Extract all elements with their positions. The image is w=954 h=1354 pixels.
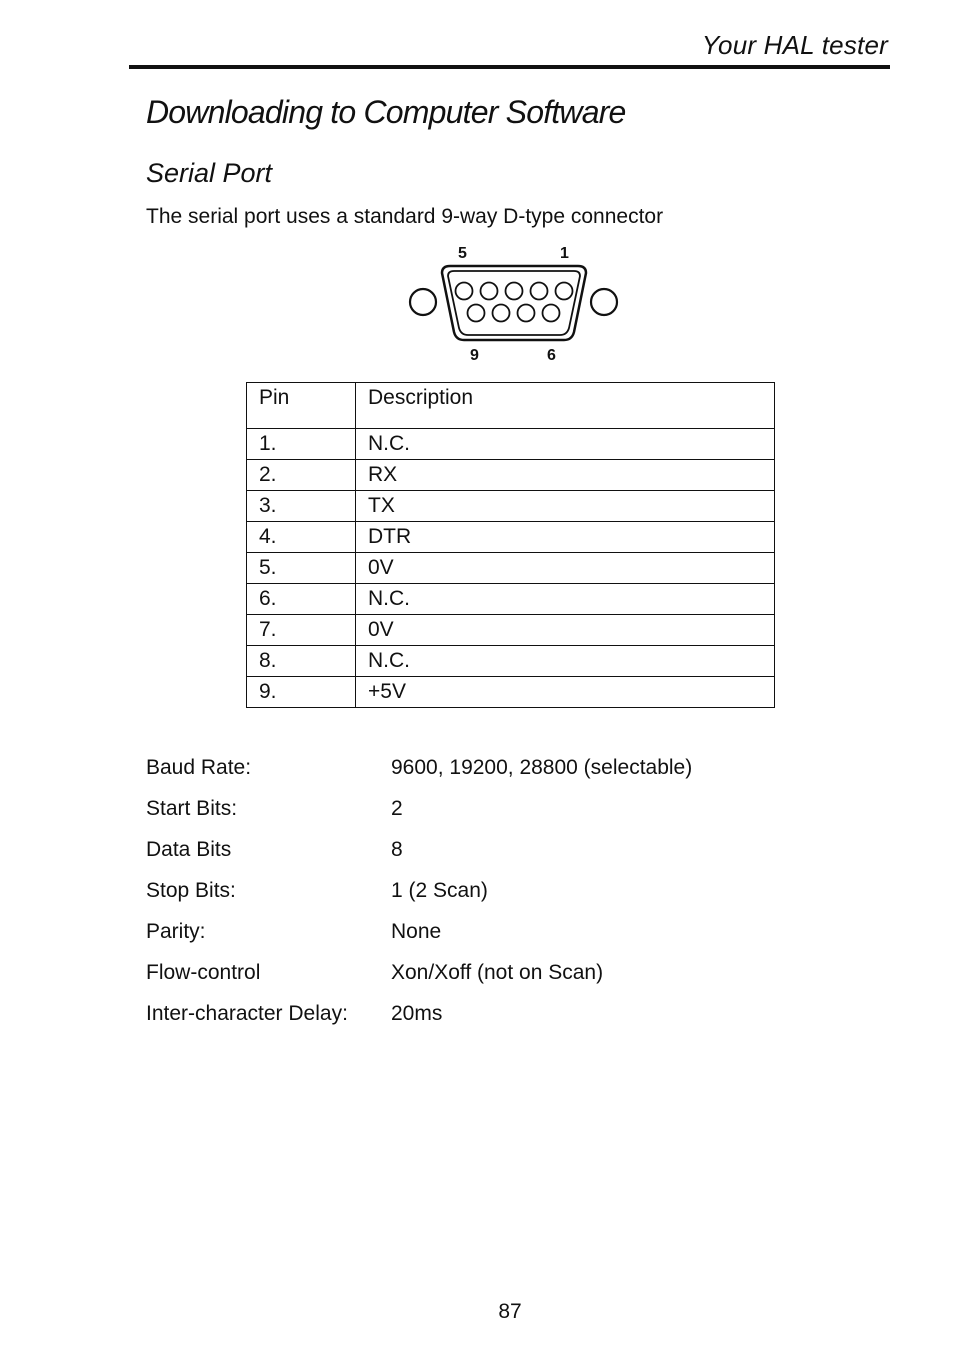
- header-rule: [129, 65, 890, 69]
- pin-description: 0V: [356, 615, 775, 646]
- setting-row-inter-character-delay: [146, 1000, 692, 1041]
- pin-holes: [456, 283, 573, 322]
- page-number: 87: [498, 1300, 522, 1323]
- page-title: Downloading to Computer Software: [146, 94, 626, 130]
- connector-shell-inner: [448, 271, 580, 335]
- setting-value: None: [391, 920, 442, 943]
- setting-label: Start Bits:: [146, 797, 238, 820]
- setting-label: Baud Rate:: [146, 756, 252, 779]
- pin-description: RX: [356, 460, 775, 491]
- table-row: [247, 460, 775, 491]
- pin-number: 3.: [247, 491, 356, 522]
- pin-number: 5.: [247, 553, 356, 584]
- setting-row-data-bits: [146, 836, 692, 877]
- pin-description: N.C.: [356, 584, 775, 615]
- setting-row-parity: [146, 918, 692, 959]
- table-row: [247, 429, 775, 460]
- setting-label: Data Bits: [146, 838, 232, 861]
- section-title: Serial Port: [146, 158, 273, 188]
- pin-label-5: 5: [458, 245, 467, 262]
- setting-value: Xon/Xoff (not on Scan): [391, 961, 604, 984]
- setting-value: 2: [391, 797, 403, 820]
- pin-description: 0V: [356, 553, 775, 584]
- pin-description: TX: [356, 491, 775, 522]
- pin-number: 4.: [247, 522, 356, 553]
- pin-label-9: 9: [470, 347, 479, 364]
- pin-number: 8.: [247, 646, 356, 677]
- pin-description: +5V: [356, 677, 775, 708]
- setting-value: 9600, 19200, 28800 (selectable): [391, 756, 693, 779]
- pin-assignment-table: [246, 382, 775, 708]
- setting-label: Flow-control: [146, 961, 261, 984]
- setting-row-stop-bits: [146, 877, 692, 918]
- table-row: [247, 646, 775, 677]
- table-row: [247, 584, 775, 615]
- table-row: [247, 491, 775, 522]
- setting-row-flow-control: [146, 959, 692, 1000]
- pin-label-6: 6: [547, 347, 556, 364]
- table-row: [247, 553, 775, 584]
- table-row: [247, 522, 775, 553]
- setting-label: Inter-character Delay:: [146, 1002, 348, 1025]
- pin-description: N.C.: [356, 646, 775, 677]
- table-row: [247, 677, 775, 708]
- table-header-row: [247, 383, 775, 429]
- pin-label-1: 1: [560, 245, 569, 262]
- setting-value: 8: [391, 838, 403, 861]
- setting-row-baud-rate: [146, 754, 692, 795]
- setting-row-start-bits: [146, 795, 692, 836]
- setting-value: 1 (2 Scan): [391, 879, 488, 902]
- pin-number: 7.: [247, 615, 356, 646]
- column-header-pin: Pin: [247, 383, 356, 429]
- setting-label: Parity:: [146, 920, 206, 943]
- table-row: [247, 615, 775, 646]
- pin-description: N.C.: [356, 429, 775, 460]
- pin-number: 1.: [247, 429, 356, 460]
- mounting-hole-right: [591, 289, 617, 315]
- intro-text: The serial port uses a standard 9-way D-type connector: [146, 205, 664, 228]
- serial-settings-list: [146, 754, 692, 1041]
- pin-number: 9.: [247, 677, 356, 708]
- pin-number: 6.: [247, 584, 356, 615]
- db9-connector-diagram: [404, 240, 624, 366]
- column-header-description: Description: [356, 383, 775, 429]
- mounting-hole-left: [410, 289, 436, 315]
- running-header: Your HAL tester: [701, 30, 888, 60]
- setting-value: 20ms: [391, 1002, 443, 1025]
- pin-description: DTR: [356, 522, 775, 553]
- pin-number: 2.: [247, 460, 356, 491]
- setting-label: Stop Bits:: [146, 879, 236, 902]
- connector-shell-outer: [442, 266, 586, 340]
